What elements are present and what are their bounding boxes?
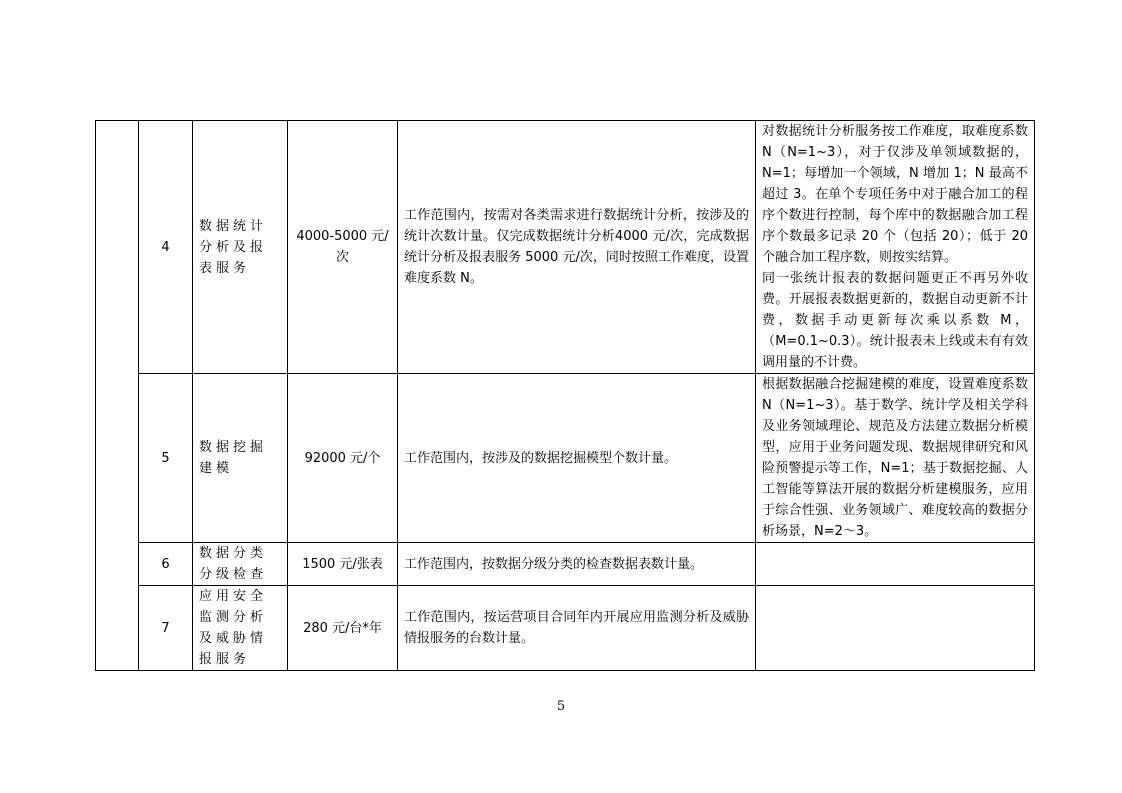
pricing-notes — [756, 374, 1035, 543]
category-merged-cell — [96, 121, 139, 671]
pricing-notes — [756, 121, 1035, 374]
page-number: 5 — [556, 699, 566, 714]
unit-price: 4000-5000 元/次 — [288, 121, 398, 374]
unit-price: 92000 元/个 — [288, 374, 398, 543]
row-index: 4 — [139, 121, 193, 374]
table-row — [96, 374, 1035, 543]
table-row — [96, 586, 1035, 671]
pricing-description: 工作范围内，按数据分级分类的检查数据表数计量。 — [398, 543, 756, 586]
note-paragraph: 对数据统计分析服务按工作难度，取难度系数 N（N=1~3），对于仅涉及单领域数据的，N=1；每增加一个领域，N 增加 1；N 最高不超过 3。在单个专项任务中对于融合加工的程序个数进行控制，每个库中的数据融合加工程序个数最多记录 20 个（包括 20）；低于 20 个融合加工程序数，则按实结算。 — [762, 124, 1028, 265]
unit-price: 280 元/台*年 — [288, 586, 398, 671]
note-paragraph: 根据数据融合挖掘建模的难度，设置难度系数 N（N=1~3）。基于数学、统计学及相关学科及业务领域理论、规范及方法建立数据分析模型，应用于业务问题发现、数据规律研究和风险预警提示等工作，N=1；基于数据挖掘、人工智能等算法开展的数据分析建模服务，应用于综合性强、业务领域广、难度较高的数据分析场景，N=2～3。 — [762, 377, 1028, 539]
service-name: 数据分类分级检查 — [193, 543, 288, 586]
unit-price: 1500 元/张表 — [288, 543, 398, 586]
pricing-notes — [756, 543, 1035, 586]
pricing-description: 工作范围内，按需对各类需求进行数据统计分析，按涉及的统计次数计量。仅完成数据统计分析4000 元/次，完成数据统计分析及报表服务 5000 元/次，同时按照工作难度，设置难度系数 N。 — [398, 121, 756, 374]
service-name: 数据挖掘建模 — [193, 374, 288, 543]
row-index: 6 — [139, 543, 193, 586]
pricing-description: 工作范围内，按涉及的数据挖掘模型个数计量。 — [398, 374, 756, 543]
row-index: 7 — [139, 586, 193, 671]
pricing-table — [95, 120, 1035, 671]
note-paragraph: 同一张统计报表的数据问题更正不再另外收费。开展报表数据更新的，数据自动更新不计费，数据手动更新每次乘以系数 M，（M=0.1~0.3）。统计报表未上线或未有有效调用量的不计费。 — [762, 271, 1028, 370]
service-name: 数据统计分析及报表服务 — [193, 121, 288, 374]
table-row — [96, 121, 1035, 374]
pricing-description: 工作范围内，按运营项目合同年内开展应用监测分析及威胁情报服务的台数计量。 — [398, 586, 756, 671]
service-name: 应用安全监测分析及威胁情报服务 — [193, 586, 288, 671]
pricing-notes — [756, 586, 1035, 671]
row-index: 5 — [139, 374, 193, 543]
table-row — [96, 543, 1035, 586]
